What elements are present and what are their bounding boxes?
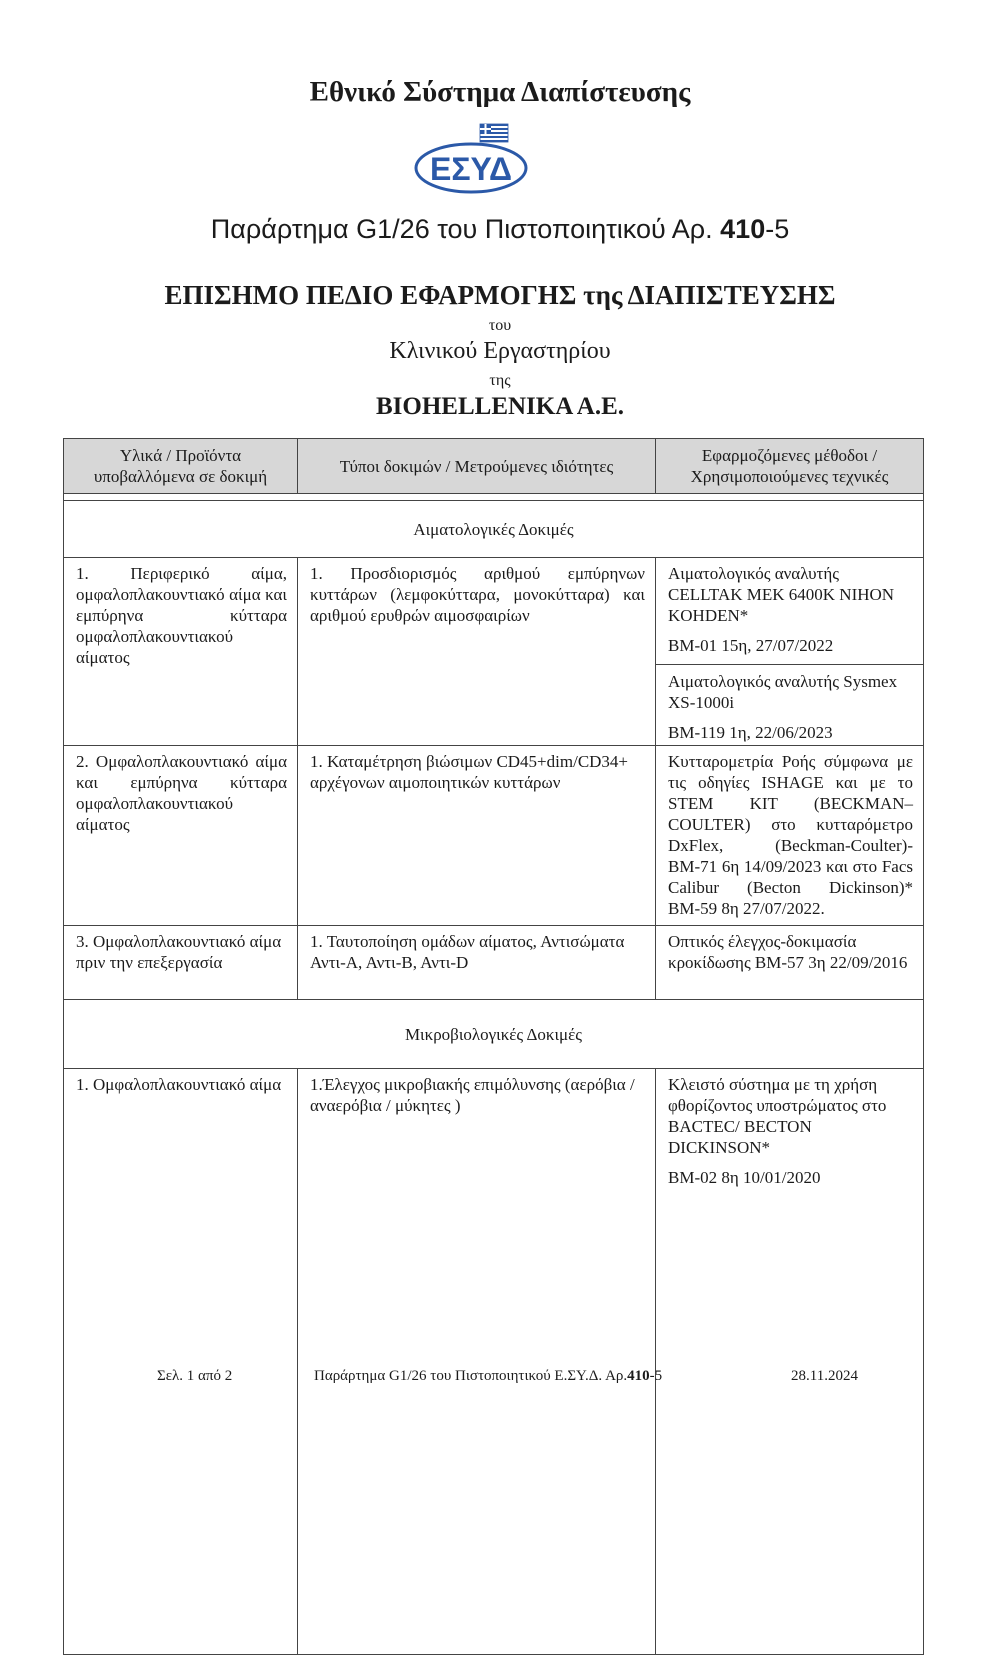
annex-suffix: -5 — [765, 214, 790, 244]
annex-title — [0, 214, 1000, 245]
annex-number: 410 — [720, 214, 766, 244]
column-header-tests: Τύποι δοκιμών / Μετρούμενες ιδιότητες — [298, 439, 656, 494]
logo-text: ΕΣΥΔ — [430, 151, 512, 187]
greek-flag-icon — [480, 124, 508, 142]
method-cell: Οπτικός έλεγχος-δοκιμασία κροκίδωσης ΒΜ-57 3η 22/09/2016 — [656, 926, 924, 1000]
table-row — [64, 746, 924, 926]
method-text: Αιματολογικός αναλυτής CELLTAK MEK 6400K NIHON KOHDEN* — [668, 564, 895, 625]
method-text: Αιματολογικός αναλυτής Sysmex XS-1000i — [656, 664, 923, 713]
spacer-row — [64, 494, 924, 501]
laboratory-name: Κλινικού Εργαστηρίου — [389, 338, 611, 364]
method-cell — [656, 1069, 924, 1655]
method-cell — [656, 558, 924, 746]
page-number: Σελ. 1 από 2 — [157, 1368, 233, 1384]
accreditation-scope-table — [63, 438, 924, 1655]
method-reference: ΒΜ-02 8η 10/01/2020 — [668, 1168, 821, 1187]
table-header-row — [64, 439, 924, 494]
method-text: Κλειστό σύστημα με τη χρήση φθορίζοντος υποστρώματος στο BACTEC/ BECTON DICKINSON* — [668, 1075, 887, 1157]
test-cell: 1. Ταυτοποίηση ομάδων αίματος, Αντισώματα Αντι-Α, Αντι-Β, Αντι-D — [298, 926, 656, 1000]
method-reference: ΒΜ-01 15η, 27/07/2022 — [668, 636, 834, 655]
section-title: Μικροβιολογικές Δοκιμές — [64, 1000, 924, 1069]
table-row — [64, 558, 924, 746]
annex-prefix: Παράρτημα G1/26 του Πιστοποιητικού Αρ. — [210, 214, 713, 244]
footer-date: 28.11.2024 — [791, 1368, 858, 1384]
test-cell: 1. Προσδιορισμός αριθμού εμπύρηνων κυττάρων (λεμφοκύτταρα, μονοκύτταρα) και αριθμού ερυθρών αιμοσφαιρίων — [298, 558, 656, 746]
column-header-methods: Εφαρμοζόμενες μέθοδοι / Χρησιμοποιούμενες τεχνικές — [656, 439, 924, 494]
test-cell: 1.Έλεγχος μικροβιακής επιμόλυνσης (αερόβια / αναερόβια / μύκητες ) — [298, 1069, 656, 1655]
material-cell: 1. Ομφαλοπλακουντιακό αίμα — [64, 1069, 298, 1655]
connector-tou: του — [488, 317, 512, 334]
section-row-microbiology — [64, 1000, 924, 1069]
esyd-logo — [410, 118, 532, 198]
method-cell: Κυτταρομετρία Ροής σύμφωνα με τις οδηγίες ISHAGE και με το STEM KIT (BECKMAN– COULTER) στο κυτταρόμετρο DxFlex, (Beckman-Coulter)-ΒΜ-71 6η 14/09/2023 και στο Facs Calibur (Becton Dickinson)* ΒΜ-59 8η 27/07/2022. — [656, 746, 924, 926]
column-header-materials: Υλικά / Προϊόντα υποβαλλόμενα σε δοκιμή — [64, 439, 298, 494]
section-title: Αιματολογικές Δοκιμές — [64, 501, 924, 558]
material-cell: 1. Περιφερικό αίμα, ομφαλοπλακουντιακό αίμα και εμπύρηνα κύτταρα ομφαλοπλακουντιακού αίματος — [64, 558, 298, 746]
scope-title: ΕΠΙΣΗΜΟ ΠΕΔΙΟ ΕΦΑΡΜΟΓΗΣ της ΔΙΑΠΙΣΤΕΥΣΗΣ — [164, 280, 836, 310]
organization-title: Εθνικό Σύστημα Διαπίστευσης — [309, 76, 691, 108]
material-cell: 2. Ομφαλοπλακουντιακό αίμα και εμπύρηνα κύτταρα ομφαλοπλακουντιακού αίματος — [64, 746, 298, 926]
table-row — [64, 926, 924, 1000]
footer-annex: Παράρτημα G1/26 του Πιστοποιητικού Ε.ΣΥ.Δ. Αρ.410-5 — [314, 1368, 663, 1384]
table-row — [64, 1069, 924, 1655]
test-cell: 1. Καταμέτρηση βιώσιμων CD45+dim/CD34+ αρχέγονων αιμοποιητικών κυττάρων — [298, 746, 656, 926]
connector-tis: της — [489, 372, 511, 389]
material-cell: 3. Ομφαλοπλακουντιακό αίμα πριν την επεξεργασία — [64, 926, 298, 1000]
section-row-hematology — [64, 501, 924, 558]
method-reference: ΒΜ-119 1η, 22/06/2023 — [668, 723, 833, 742]
company-name: BIOHELLENIKA A.E. — [376, 393, 624, 420]
